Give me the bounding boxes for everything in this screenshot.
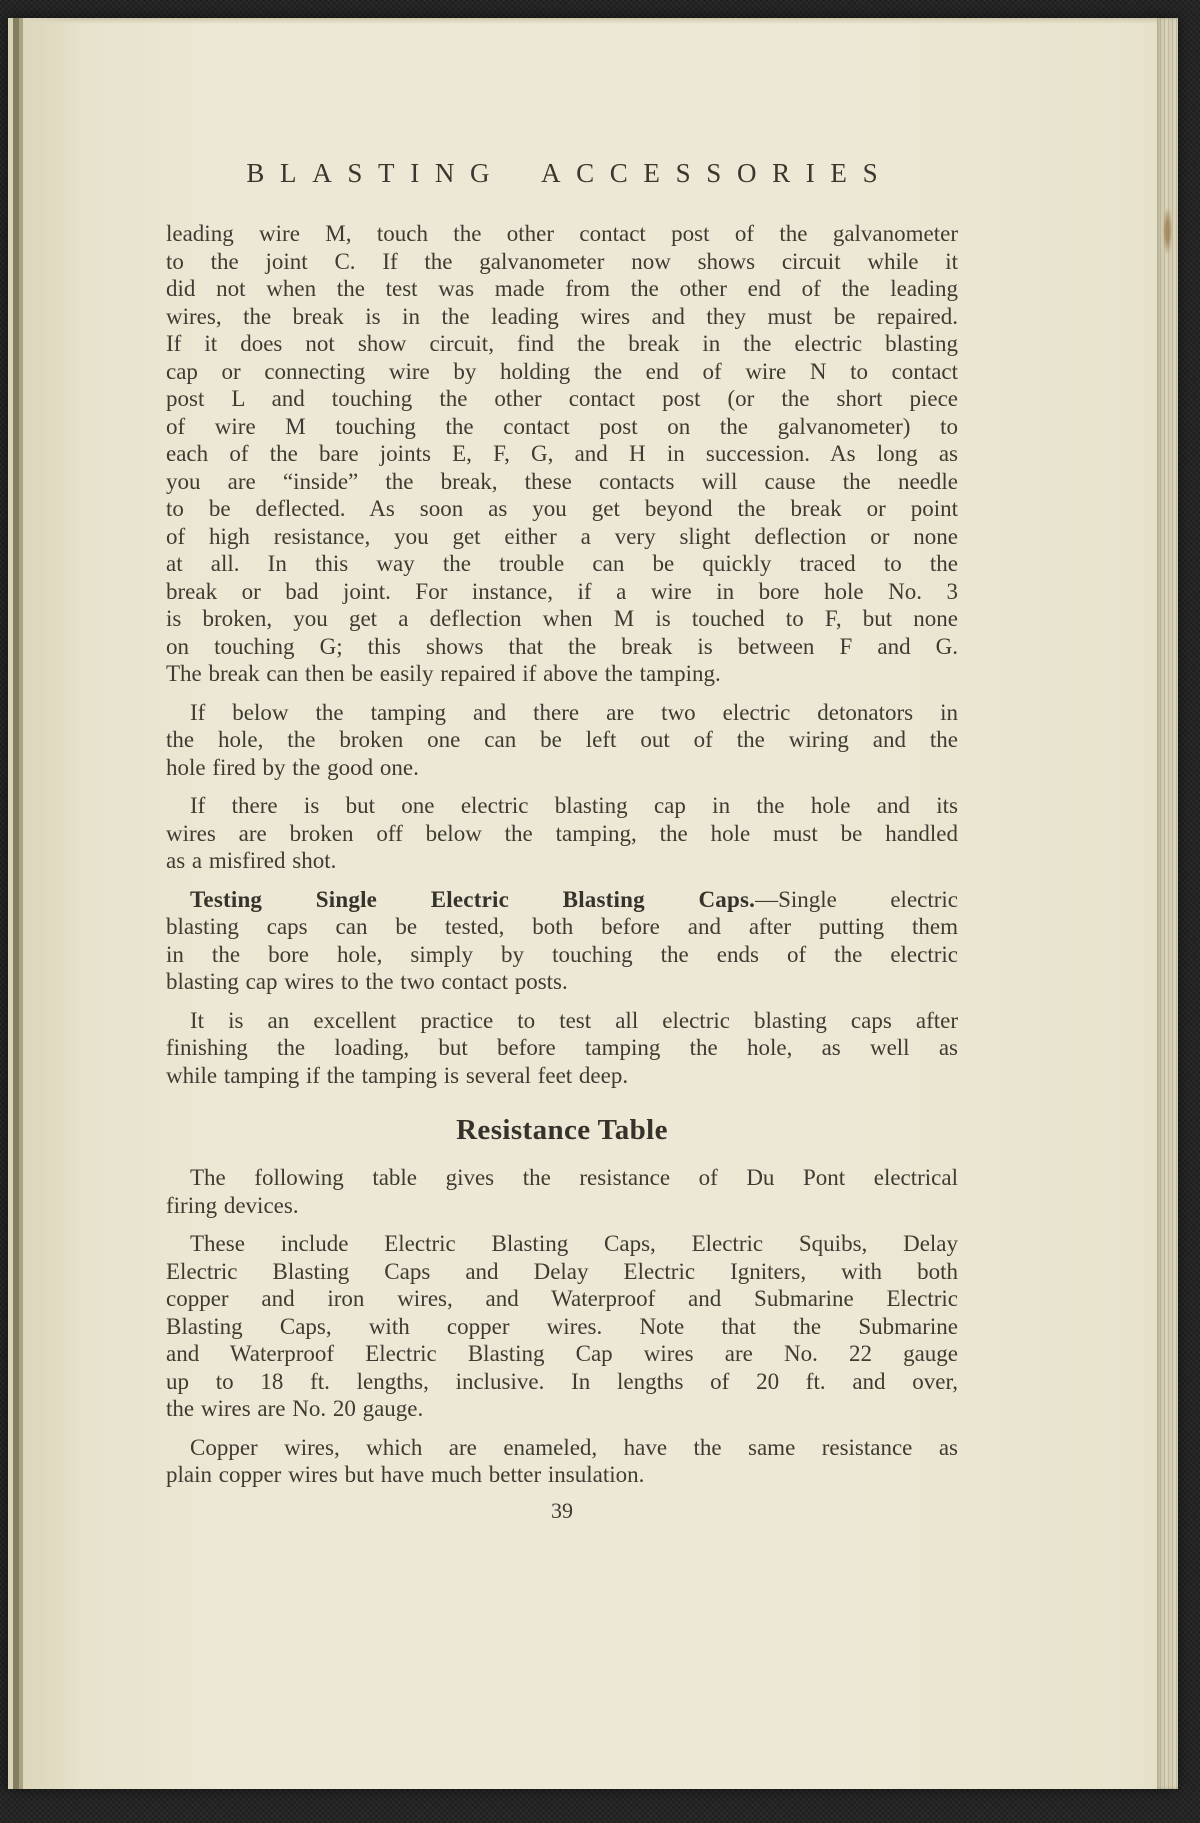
paragraph [166, 1007, 958, 1090]
text-line: to be deflected. As soon as you get beyond the break or point [166, 496, 958, 521]
text-line: the hole, the broken one can be left out of the wiring and the [166, 727, 958, 752]
page-number: 39 [551, 1497, 573, 1523]
text-line: copper and iron wires, and Waterproof and Submarine Electric [166, 1286, 958, 1311]
text-line: If it does not show circuit, find the break in the electric blasting [166, 331, 958, 356]
text-line: break or bad joint. For instance, if a wire in bore hole No. 3 [166, 578, 958, 604]
page-stack-edge [1157, 18, 1178, 1789]
text-line: The break can then be easily repaired if above the tamping. [166, 661, 721, 686]
text-line: Electric Blasting Caps and Delay Electric Igniters, with both [166, 1258, 958, 1284]
text-line: while tamping if the tamping is several feet deep. [166, 1062, 629, 1088]
text-line: cap or connecting wire by holding the end of wire N to contact [166, 358, 958, 384]
paragraph [166, 1164, 958, 1219]
text-line: firing devices. [166, 1192, 299, 1218]
text-line: as a misfired shot. [166, 848, 337, 873]
paragraph [166, 886, 958, 996]
text-line: finishing the loading, but before tamping the hole, as well as [166, 1035, 958, 1060]
text-line: plain copper wires but have much better insulation. [166, 1462, 645, 1487]
text-line: and Waterproof Electric Blasting Cap wires are No. 22 gauge [166, 1341, 958, 1366]
text-line: blasting cap wires to the two contact posts. [166, 969, 568, 994]
text-line: If there is but one electric blasting cap in the hole and its [190, 793, 958, 818]
paragraph [166, 699, 958, 782]
text-line: in the bore hole, simply by touching the ends of the electric [166, 941, 958, 967]
text-line: Copper wires, which are enameled, have the same resistance as [190, 1434, 958, 1460]
section-heading: Resistance Table [456, 1114, 668, 1146]
text-line: is broken, you get a deflection when M is touched to F, but none [166, 606, 958, 631]
text-line: wires are broken off below the tamping, the hole must be handled [166, 820, 958, 846]
text-line: post L and touching the other contact post (or the short piece [166, 386, 958, 411]
text-line: the wires are No. 20 gauge. [166, 1396, 424, 1421]
text-line: leading wire M, touch the other contact post of the galvanometer [166, 221, 958, 246]
text-line: each of the bare joints E, F, G, and H in succession. As long as [166, 441, 958, 466]
text-line: These include Electric Blasting Caps, Electric Squibs, Delay [190, 1231, 958, 1256]
gutter-shadow [23, 18, 83, 1789]
text-line: Testing Single Electric Blasting Caps.—Single electric [190, 886, 959, 912]
book-page [8, 18, 1178, 1789]
text-line: blasting caps can be tested, both before and after putting them [166, 914, 958, 939]
text-line: did not when the test was made from the other end of the leading [166, 276, 958, 301]
paragraph [166, 1230, 958, 1423]
text-column [166, 220, 958, 1489]
running-header: BLASTING ACCESSORIES [246, 158, 894, 188]
text-line: you are “inside” the break, these contacts will cause the needle [166, 468, 958, 494]
bold-lead-in: Testing Single Electric Blasting Caps. [190, 886, 756, 912]
paragraph [166, 220, 958, 688]
text-line: wires, the break is in the leading wires and they must be repaired. [166, 303, 958, 329]
text-line: hole fired by the good one. [166, 754, 419, 780]
paper-grain-mark [1163, 208, 1172, 254]
text-line: It is an excellent practice to test all electric blasting caps after [190, 1007, 958, 1033]
paragraph [166, 1434, 958, 1489]
text-line: If below the tamping and there are two electric detonators in [190, 699, 958, 725]
text-line: up to 18 ft. lengths, inclusive. In lengths of 20 ft. and over, [166, 1368, 958, 1394]
page-gutter-edge [8, 18, 23, 1789]
text-line: The following table gives the resistance of Du Pont electrical [190, 1165, 958, 1190]
text-line: at all. In this way the trouble can be quickly traced to the [166, 551, 958, 576]
text-line: of wire M touching the contact post on the galvanometer) to [166, 413, 958, 439]
paragraph [166, 792, 958, 875]
text-line: on touching G; this shows that the break is between F and G. [166, 633, 958, 659]
text-line: of high resistance, you get either a very slight deflection or none [166, 523, 958, 549]
text-line: Blasting Caps, with copper wires. Note that the Submarine [166, 1313, 958, 1339]
page-content [166, 156, 958, 1524]
text-line: to the joint C. If the galvanometer now shows circuit while it [166, 248, 958, 274]
